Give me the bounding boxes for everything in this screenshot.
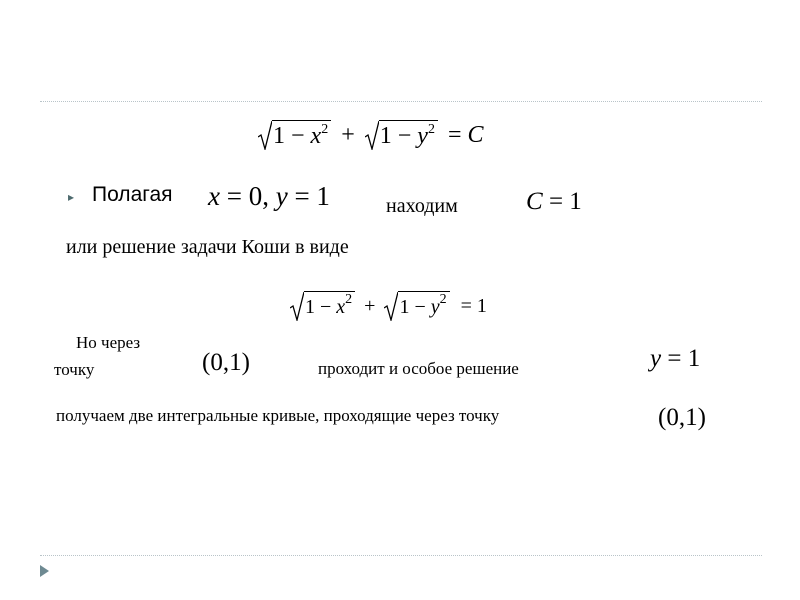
radical-sign-icon (290, 291, 304, 321)
label-singular-solution: проходит и особое решение (318, 359, 519, 378)
label-tochku: точку (54, 360, 95, 379)
conclusion-point: (0,1) (658, 404, 706, 431)
radical-1: $1 - x^2$ (258, 120, 331, 153)
point-coordinates: (0,1) (202, 349, 250, 376)
equation-general-solution (258, 120, 484, 153)
top-divider (40, 101, 762, 102)
label-no-cherez: Но через (76, 333, 141, 352)
triangle-right-icon[interactable] (40, 565, 49, 577)
radical-1: $1 - x^2$ (290, 291, 355, 323)
radical-2: $1 - y^2$ (365, 120, 438, 153)
label-nakhodim: находим (386, 195, 458, 217)
singular-solution: y = 1 (650, 345, 701, 372)
label-polagaya: Полагая (92, 183, 173, 206)
radical-2: $1 - y^2$ (384, 291, 449, 323)
bottom-divider (40, 555, 762, 556)
radical-sign-icon (384, 291, 398, 321)
radical-sign-icon (365, 120, 379, 150)
equation-rhs: = 1 (460, 294, 487, 317)
plus-sign: + (341, 122, 355, 149)
equation-rhs: = C (447, 122, 484, 149)
plus-sign: + (364, 294, 376, 317)
cauchy-solution-text: или решение задачи Коши в виде (66, 236, 349, 258)
constant-value: C = 1 (526, 188, 582, 215)
radical-sign-icon (258, 120, 272, 150)
bullet-icon: ▸ (68, 190, 75, 204)
equation-cauchy-solution (290, 291, 487, 323)
conclusion-text: получаем две интегральные кривые, проходящие через точку (56, 406, 500, 425)
initial-condition: x = 0, y = 1 (208, 181, 330, 211)
